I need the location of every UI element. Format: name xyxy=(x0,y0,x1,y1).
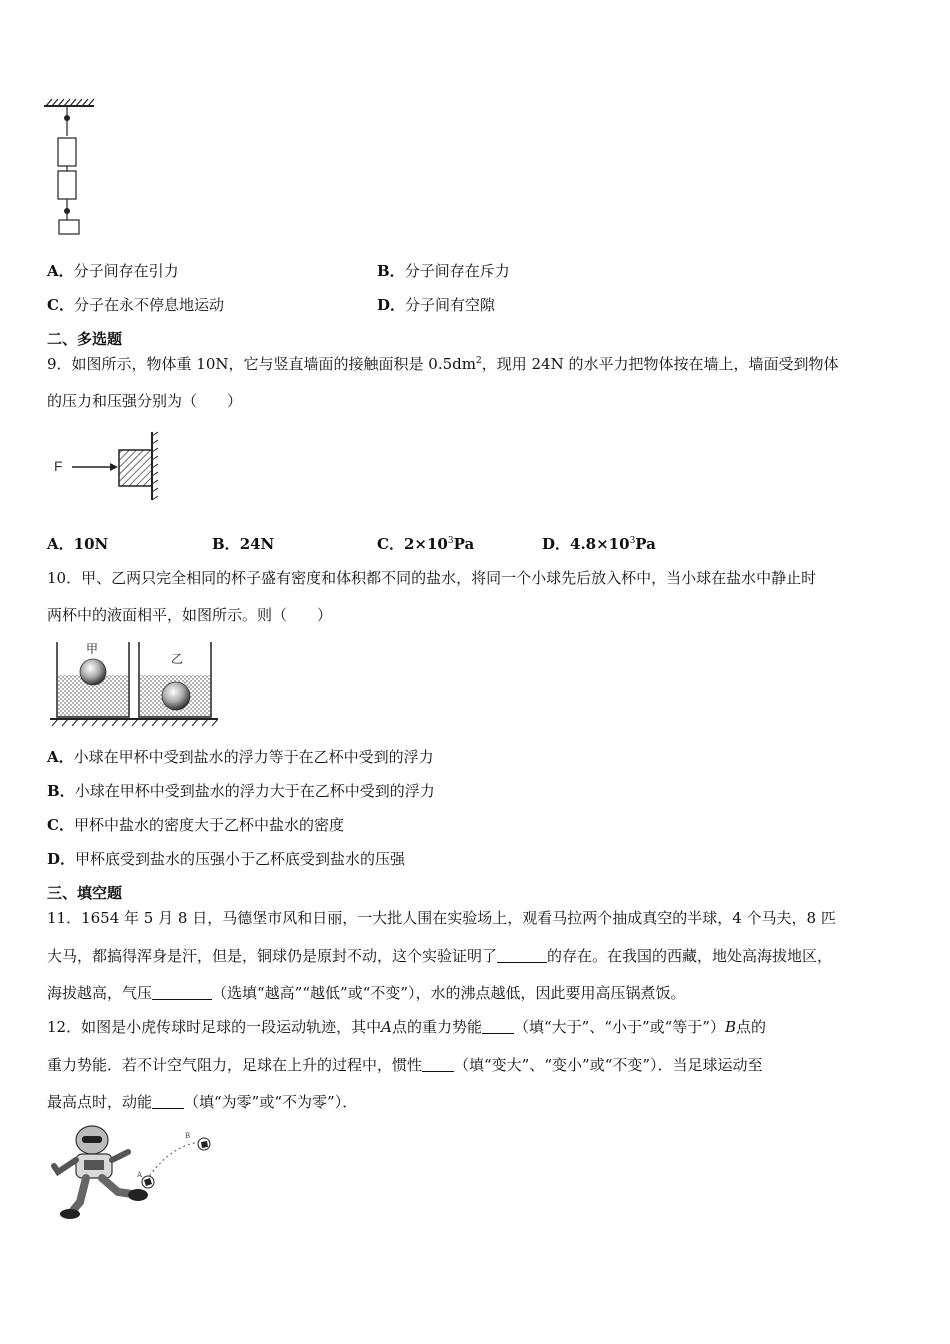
option-letter: D． xyxy=(377,296,406,314)
force-block-wall-figure xyxy=(50,430,170,502)
q11-text: 大马，都搞得浑身是汗，但是，铜球仍是原封不动，这个实验证明了 xyxy=(47,947,498,965)
option-letter: B． xyxy=(377,262,405,280)
q10-option-c xyxy=(47,815,344,835)
superscript: 3 xyxy=(629,536,636,546)
option-letter: D． xyxy=(542,535,571,553)
q12-text: 12．如图是小虎传球时足球的一段运动轨迹，其中 xyxy=(47,1018,382,1036)
option-letter: A． xyxy=(47,262,74,280)
section-title-fill-in: 三、填空题 xyxy=(47,884,123,902)
q12-text: 点的重力势能 xyxy=(391,1018,482,1036)
q9-text: ，现用 24N 的水平力把物体按在墙上，墙面受到物体 xyxy=(481,355,839,373)
option-text: 分子在永不停息地运动 xyxy=(73,296,224,314)
section-title-multiple-choice: 二、多选题 xyxy=(47,330,123,348)
cup-label-yi: 乙 xyxy=(171,652,184,666)
q12-text: 重力势能．若不计空气阻力，足球在上升的过程中，惯性 xyxy=(47,1056,423,1074)
point-a: A xyxy=(381,1018,392,1036)
q11-text: （选填“越高”“越低”或“不变”），水的沸点越低，因此要用高压锅煮饭。 xyxy=(212,984,686,1002)
option-letter: A． xyxy=(47,748,74,766)
answer-blank[interactable] xyxy=(422,1057,454,1072)
q10-option-b xyxy=(47,781,435,801)
hanging-cylinders-figure xyxy=(40,98,100,240)
q12-stem-line3 xyxy=(47,1092,357,1112)
q9-option-a xyxy=(47,534,108,554)
label-a: A xyxy=(137,1171,143,1179)
q10-option-a xyxy=(47,747,434,767)
q9-option-c xyxy=(377,534,474,554)
option-letter: C． xyxy=(47,816,74,834)
q9-option-b xyxy=(212,534,274,554)
q9-stem-line1 xyxy=(47,354,838,374)
option-text: 24N xyxy=(239,535,275,553)
option-text: 甲杯中盐水的密度大于乙杯中盐水的密度 xyxy=(73,816,344,834)
answer-blank[interactable] xyxy=(152,985,212,1000)
q9-text: 9．如图所示，物体重 10N，它与竖直墙面的接触面积是 0.5dm xyxy=(47,355,476,373)
q12-text: （填“变大”、“变小”或“不变”）．当足球运动至 xyxy=(454,1056,763,1074)
answer-blank[interactable] xyxy=(152,1094,184,1109)
q12-text: 最高点时，动能 xyxy=(47,1093,153,1111)
q11-text: 的存在。在我国的西藏，地处高海拔地区， xyxy=(547,947,833,965)
q10-stem-line1: 10．甲、乙两只完全相同的杯子盛有密度和体积都不同的盐水，将同一个小球先后放入杯中，当小球在盐水中静止时 xyxy=(47,569,817,587)
q11-stem-line3 xyxy=(47,983,686,1003)
q12-text: （填“大于”、“小于”或“等于”） xyxy=(513,1018,725,1036)
option-letter: C． xyxy=(377,535,404,553)
ball-cup-yi xyxy=(162,682,190,710)
answer-blank[interactable] xyxy=(482,1019,514,1034)
answer-blank[interactable] xyxy=(497,948,547,963)
q11-text: 海拔越高，气压 xyxy=(47,984,153,1002)
q8-option-d xyxy=(377,295,495,315)
ball-cup-jia xyxy=(80,659,106,685)
q11-stem-line1: 11．1654 年 5 月 8 日，马德堡市风和日丽，一大批人围在实验场上，观看马拉两个抽成真空的半球，4 个马夫，8 匹 xyxy=(47,909,836,927)
superscript: 2 xyxy=(475,356,482,366)
q8-option-b xyxy=(377,261,510,281)
q9-option-d xyxy=(542,534,656,554)
q9-stem-line2: 的压力和压强分别为（ ） xyxy=(47,392,243,410)
robot-illustration xyxy=(54,1126,148,1219)
option-letter: C． xyxy=(47,296,74,314)
q11-stem-line2 xyxy=(47,946,832,966)
option-letter: B． xyxy=(47,782,75,800)
q8-option-a xyxy=(47,261,179,281)
q12-stem-line1 xyxy=(47,1017,766,1037)
point-b: B xyxy=(724,1018,736,1036)
q12-text: 点的 xyxy=(736,1018,767,1036)
option-text: 10N xyxy=(73,535,109,553)
option-text: 甲杯底受到盐水的压强小于乙杯底受到盐水的压强 xyxy=(75,850,406,868)
option-text: 小球在甲杯中受到盐水的浮力大于在乙杯中受到的浮力 xyxy=(74,782,435,800)
q10-option-d xyxy=(47,849,405,869)
cup-label-jia: 甲 xyxy=(86,642,99,656)
label-b: B xyxy=(185,1132,191,1140)
q12-text: （填“为零”或“不为零”）． xyxy=(184,1093,358,1111)
option-text: 分子间有空隙 xyxy=(405,296,496,314)
two-cups-figure xyxy=(46,636,220,730)
q10-stem-line2: 两杯中的液面相平，如图所示。则（ ） xyxy=(47,606,333,624)
option-unit: Pa xyxy=(635,535,656,553)
option-text: 分子间存在引力 xyxy=(73,262,179,280)
option-unit: Pa xyxy=(453,535,475,553)
option-letter: B． xyxy=(212,535,240,553)
q12-stem-line2 xyxy=(47,1055,763,1075)
option-text: 分子间存在斥力 xyxy=(404,262,510,280)
force-label: F xyxy=(54,458,63,474)
option-text: 2×10 xyxy=(403,535,448,553)
option-letter: A． xyxy=(47,535,74,553)
option-text: 小球在甲杯中受到盐水的浮力等于在乙杯中受到的浮力 xyxy=(73,748,434,766)
robot-kicking-ball-figure xyxy=(44,1122,224,1220)
option-text: 4.8×10 xyxy=(570,535,630,553)
q8-option-c xyxy=(47,295,224,315)
option-letter: D． xyxy=(47,850,76,868)
superscript: 3 xyxy=(447,536,454,546)
